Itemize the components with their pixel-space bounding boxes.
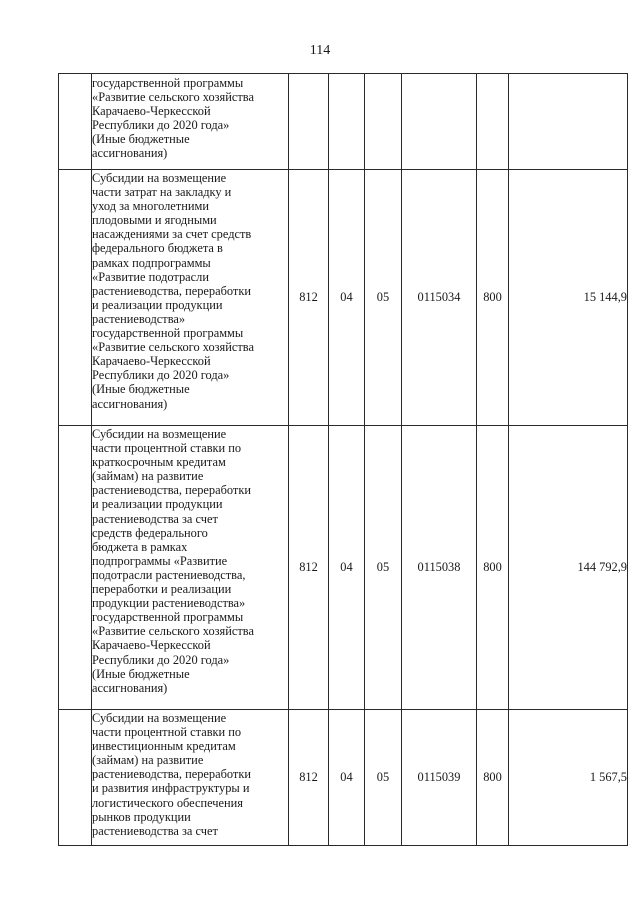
target-article-code: 0115039 (402, 710, 477, 846)
subsection-code: 05 (365, 170, 402, 426)
budget-table (58, 73, 628, 846)
expense-name: государственной программы «Развитие сельского хозяйства Карачаево-Черкесской Республики до 2020 года» (Иные бюджетные ассигнования) (92, 76, 254, 161)
table-row (59, 710, 628, 846)
amount: 144 792,9 (509, 426, 628, 710)
target-article-code: 0115038 (402, 426, 477, 710)
subsection-code: 05 (365, 426, 402, 710)
section-code: 04 (329, 426, 365, 710)
expense-name: Субсидии на возмещение части затрат на закладку и уход за многолетними плодовыми и ягодными насаждениями за счет средств федерального бюджета в рамках подпрограммы «Развитие подотрасли растениеводства, переработки и реализации продукции растениеводства» государственной программы «Развитие сельского хозяйства Карачаево-Черкесской Республики до 2020 года» (Иные бюджетные ассигнования) (92, 171, 254, 411)
expense-type-code (477, 74, 509, 170)
expense-name: Субсидии на возмещение части процентной ставки по инвестиционным кредитам (займам) на развитие растениеводства, переработки и развития инфраструктуры и логистического обеспечения рынков продукции растениеводства за счет (92, 711, 251, 838)
expense-type-code: 800 (477, 426, 509, 710)
amount: 15 144,9 (509, 170, 628, 426)
expense-name: Субсидии на возмещение части процентной ставки по краткосрочным кредитам (займам) на развитие растениеводства, переработки и реализации продукции растениеводства за счет средств федерального бюджета в рамках подпрограммы «Развитие подотрасли растениеводства, переработки и реализации продукции растениеводства» государственной программы «Развитие сельского хозяйства Карачаево-Черкесской Республики до 2020 года» (Иные бюджетные ассигнования) (92, 427, 254, 695)
table-row (59, 170, 628, 426)
amount (509, 74, 628, 170)
amount: 1 567,5 (509, 710, 628, 846)
ministry-code: 812 (289, 426, 329, 710)
target-article-code (402, 74, 477, 170)
expense-name-cell (92, 170, 289, 426)
expense-type-code: 800 (477, 710, 509, 846)
section-code (329, 74, 365, 170)
ministry-code: 812 (289, 710, 329, 846)
expense-name-cell (92, 710, 289, 846)
row-number-cell (59, 170, 92, 426)
row-number-cell (59, 710, 92, 846)
table-row (59, 74, 628, 170)
section-code: 04 (329, 170, 365, 426)
page-number: 114 (309, 43, 331, 58)
table-row (59, 426, 628, 710)
expense-name-cell (92, 426, 289, 710)
target-article-code: 0115034 (402, 170, 477, 426)
expense-name-cell (92, 74, 289, 170)
section-code: 04 (329, 710, 365, 846)
ministry-code: 812 (289, 170, 329, 426)
subsection-code (365, 74, 402, 170)
row-number-cell (59, 426, 92, 710)
subsection-code: 05 (365, 710, 402, 846)
ministry-code (289, 74, 329, 170)
expense-type-code: 800 (477, 170, 509, 426)
row-number-cell (59, 74, 92, 170)
